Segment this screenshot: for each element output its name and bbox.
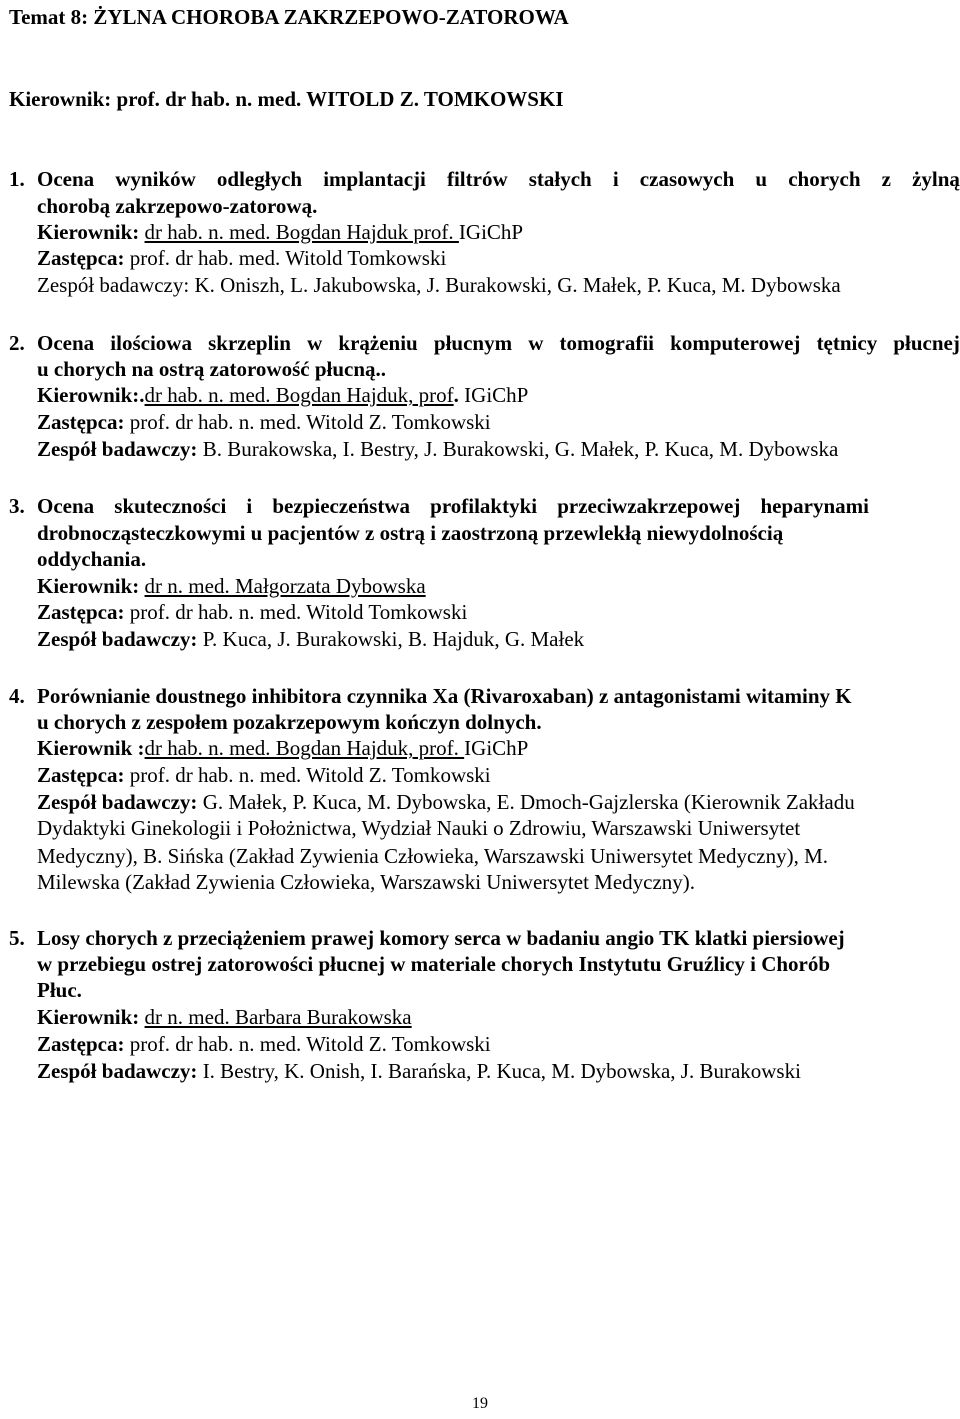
title-word: Ocena [37,331,95,355]
project-1-title-line-1 [37,166,960,192]
project-1-title-line-2: chorobą zakrzepowo-zatorową. [37,194,318,218]
project-5-title-line-3: Płuc. [37,978,82,1002]
team-label: Zespół badawczy: [37,273,195,297]
title-word: wyników [115,167,196,191]
leader-institution: IGiChP [458,383,529,407]
project-3-leader [37,573,426,599]
leader-name: dr hab. n. med. Bogdan Hajduk prof. [144,220,459,244]
project-3-number: 3. [9,494,25,518]
project-5-title-line-1: Losy chorych z przeciążeniem prawej komory serca w badaniu angio TK klatki piersiowej [37,926,845,950]
title-word: u [755,167,768,191]
leader-label: Kierownik : [37,736,145,760]
project-5-leader [37,1004,412,1030]
topic-title: Temat 8: ŻYLNA CHOROBA ZAKRZEPOWO-ZATOROWA [9,5,569,29]
project-4-number: 4. [9,684,25,708]
title-word: w [307,331,323,355]
deputy-name: prof. dr hab. n. med. Witold Tomkowski [129,600,468,624]
deputy-name: prof. dr hab. n. med. Witold Z. Tomkowski [129,763,491,787]
title-word: z [881,167,891,191]
title-word: bezpieczeństwa [272,494,411,518]
project-2-deputy [37,409,491,435]
project-2-title-line-1 [37,330,960,356]
title-word: i [246,494,253,518]
project-4-title-line-2: u chorych z zespołem pozakrzepowym kończyn dolnych. [37,710,542,734]
project-5-number: 5. [9,926,25,950]
deputy-label: Zastępca: [37,410,130,434]
project-4-team-line-3: Medyczny), B. Sińska (Zakład Zywienia Człowieka, Warszawski Uniwersytet Medyczny), M. [37,844,829,868]
leader-name: dr hab. n. med. Bogdan Hajduk, prof. [144,736,465,760]
leader-dot: . [453,383,459,407]
title-word: krążeniu [338,331,418,355]
project-4-team-line-2: Dydaktyki Ginekologii i Położnictwa, Wydział Nauki o Zdrowiu, Warszawski Uniwersytet [37,816,801,840]
leader-name: dr hab. n. med. Bogdan Hajduk, prof [144,383,454,407]
project-2-title-line-2: u chorych na ostrą zatorowość płucną.. [37,357,387,381]
title-word: profilaktyki [430,494,538,518]
project-4-team-line-4: Milewska (Zakład Zywienia Człowieka, Warszawski Uniwersytet Medyczny). [37,870,696,894]
project-1-number: 1. [9,167,25,191]
team-label: Zespół badawczy: [37,437,203,461]
title-word: Ocena [37,494,95,518]
deputy-name: prof. dr hab. n. med. Witold Z. Tomkowski [129,1032,491,1056]
team-members: B. Burakowska, I. Bestry, J. Burakowski, G. Małek, P. Kuca, M. Dybowska [202,437,839,461]
title-word: komputerowej [670,331,801,355]
title-word: odległych [216,167,303,191]
leader-label: Kierownik: [37,574,145,598]
title-word: skuteczności [114,494,227,518]
title-word: tomografii [559,331,655,355]
project-5-team [37,1058,801,1084]
project-3-title-line-2: drobnocząsteczkowymi u pacjentów z ostrą i zaostrzoną przewlekłą niewydolnością [37,521,784,545]
project-4-title-line-1: Porównianie doustnego inhibitora czynnika Xa (Rivaroxaban) z antagonistami witaminy K [37,684,852,708]
title-word: żylną [912,167,960,191]
project-4-team [37,789,855,815]
leader-name: dr n. med. Barbara Burakowska [144,1005,412,1029]
title-word: czasowych [639,167,735,191]
team-members: I. Bestry, K. Onish, I. Barańska, P. Kuca, M. Dybowska, J. Burakowski [202,1059,801,1083]
project-5-deputy [37,1031,491,1057]
title-word: tętnicy [816,331,878,355]
project-3-title-line-1 [37,493,869,519]
project-1-team [37,272,841,298]
title-word: implantacji [323,167,426,191]
deputy-label: Zastępca: [37,600,130,624]
team-label: Zespół badawczy: [37,1059,203,1083]
title-word: ilościowa [110,331,192,355]
deputy-label: Zastępca: [37,1032,130,1056]
team-members: P. Kuca, J. Burakowski, B. Hajduk, G. Małek [202,627,585,651]
title-word: płucnej [893,331,960,355]
project-4-leader [37,735,528,761]
project-2-leader [37,382,528,408]
team-label: Zespół badawczy: [37,790,203,814]
leader-label: Kierownik: [37,1005,145,1029]
title-word: płucnym [433,331,513,355]
deputy-name: prof. dr hab. n. med. Witold Z. Tomkowski [129,410,491,434]
leader-institution: IGiChP [458,220,524,244]
title-word: w [528,331,544,355]
team-members-line-1: G. Małek, P. Kuca, M. Dybowska, E. Dmoch-Gajzlerska (Kierownik Zakładu [202,790,855,814]
leader-institution: IGiChP [464,736,529,760]
deputy-label: Zastępca: [37,246,130,270]
project-3-deputy [37,599,467,625]
title-word: skrzeplin [208,331,291,355]
title-word: filtrów [446,167,508,191]
project-4-deputy [37,762,491,788]
leader-label: Kierownik: [37,220,145,244]
deputy-label: Zastępca: [37,763,130,787]
title-word: Ocena [37,167,95,191]
project-1-deputy [37,245,446,271]
deputy-name: prof. dr hab. med. Witold Tomkowski [129,246,447,270]
team-members: K. Oniszh, L. Jakubowska, J. Burakowski, G. Małek, P. Kuca, M. Dybowska [194,273,841,297]
topic-leader: Kierownik: prof. dr hab. n. med. WITOLD Z. TOMKOWSKI [9,87,564,111]
project-3-title-line-3: oddychania. [37,547,147,571]
leader-name: dr n. med. Małgorzata Dybowska [144,574,426,598]
title-word: chorych [788,167,861,191]
title-word: i [612,167,619,191]
team-label: Zespół badawczy: [37,627,203,651]
project-1-leader [37,219,523,245]
project-2-number: 2. [9,331,25,355]
project-5-title-line-2: w przebiegu ostrej zatorowości płucnej w materiale chorych Instytutu Gruźlicy i Chorób [37,952,831,976]
page-number: 19 [472,1395,488,1412]
title-word: heparynami [760,494,869,518]
title-word: stałych [528,167,592,191]
project-3-team [37,626,584,652]
project-2-team [37,436,838,462]
leader-label: Kierownik:. [37,383,145,407]
title-word: przeciwzakrzepowej [557,494,741,518]
